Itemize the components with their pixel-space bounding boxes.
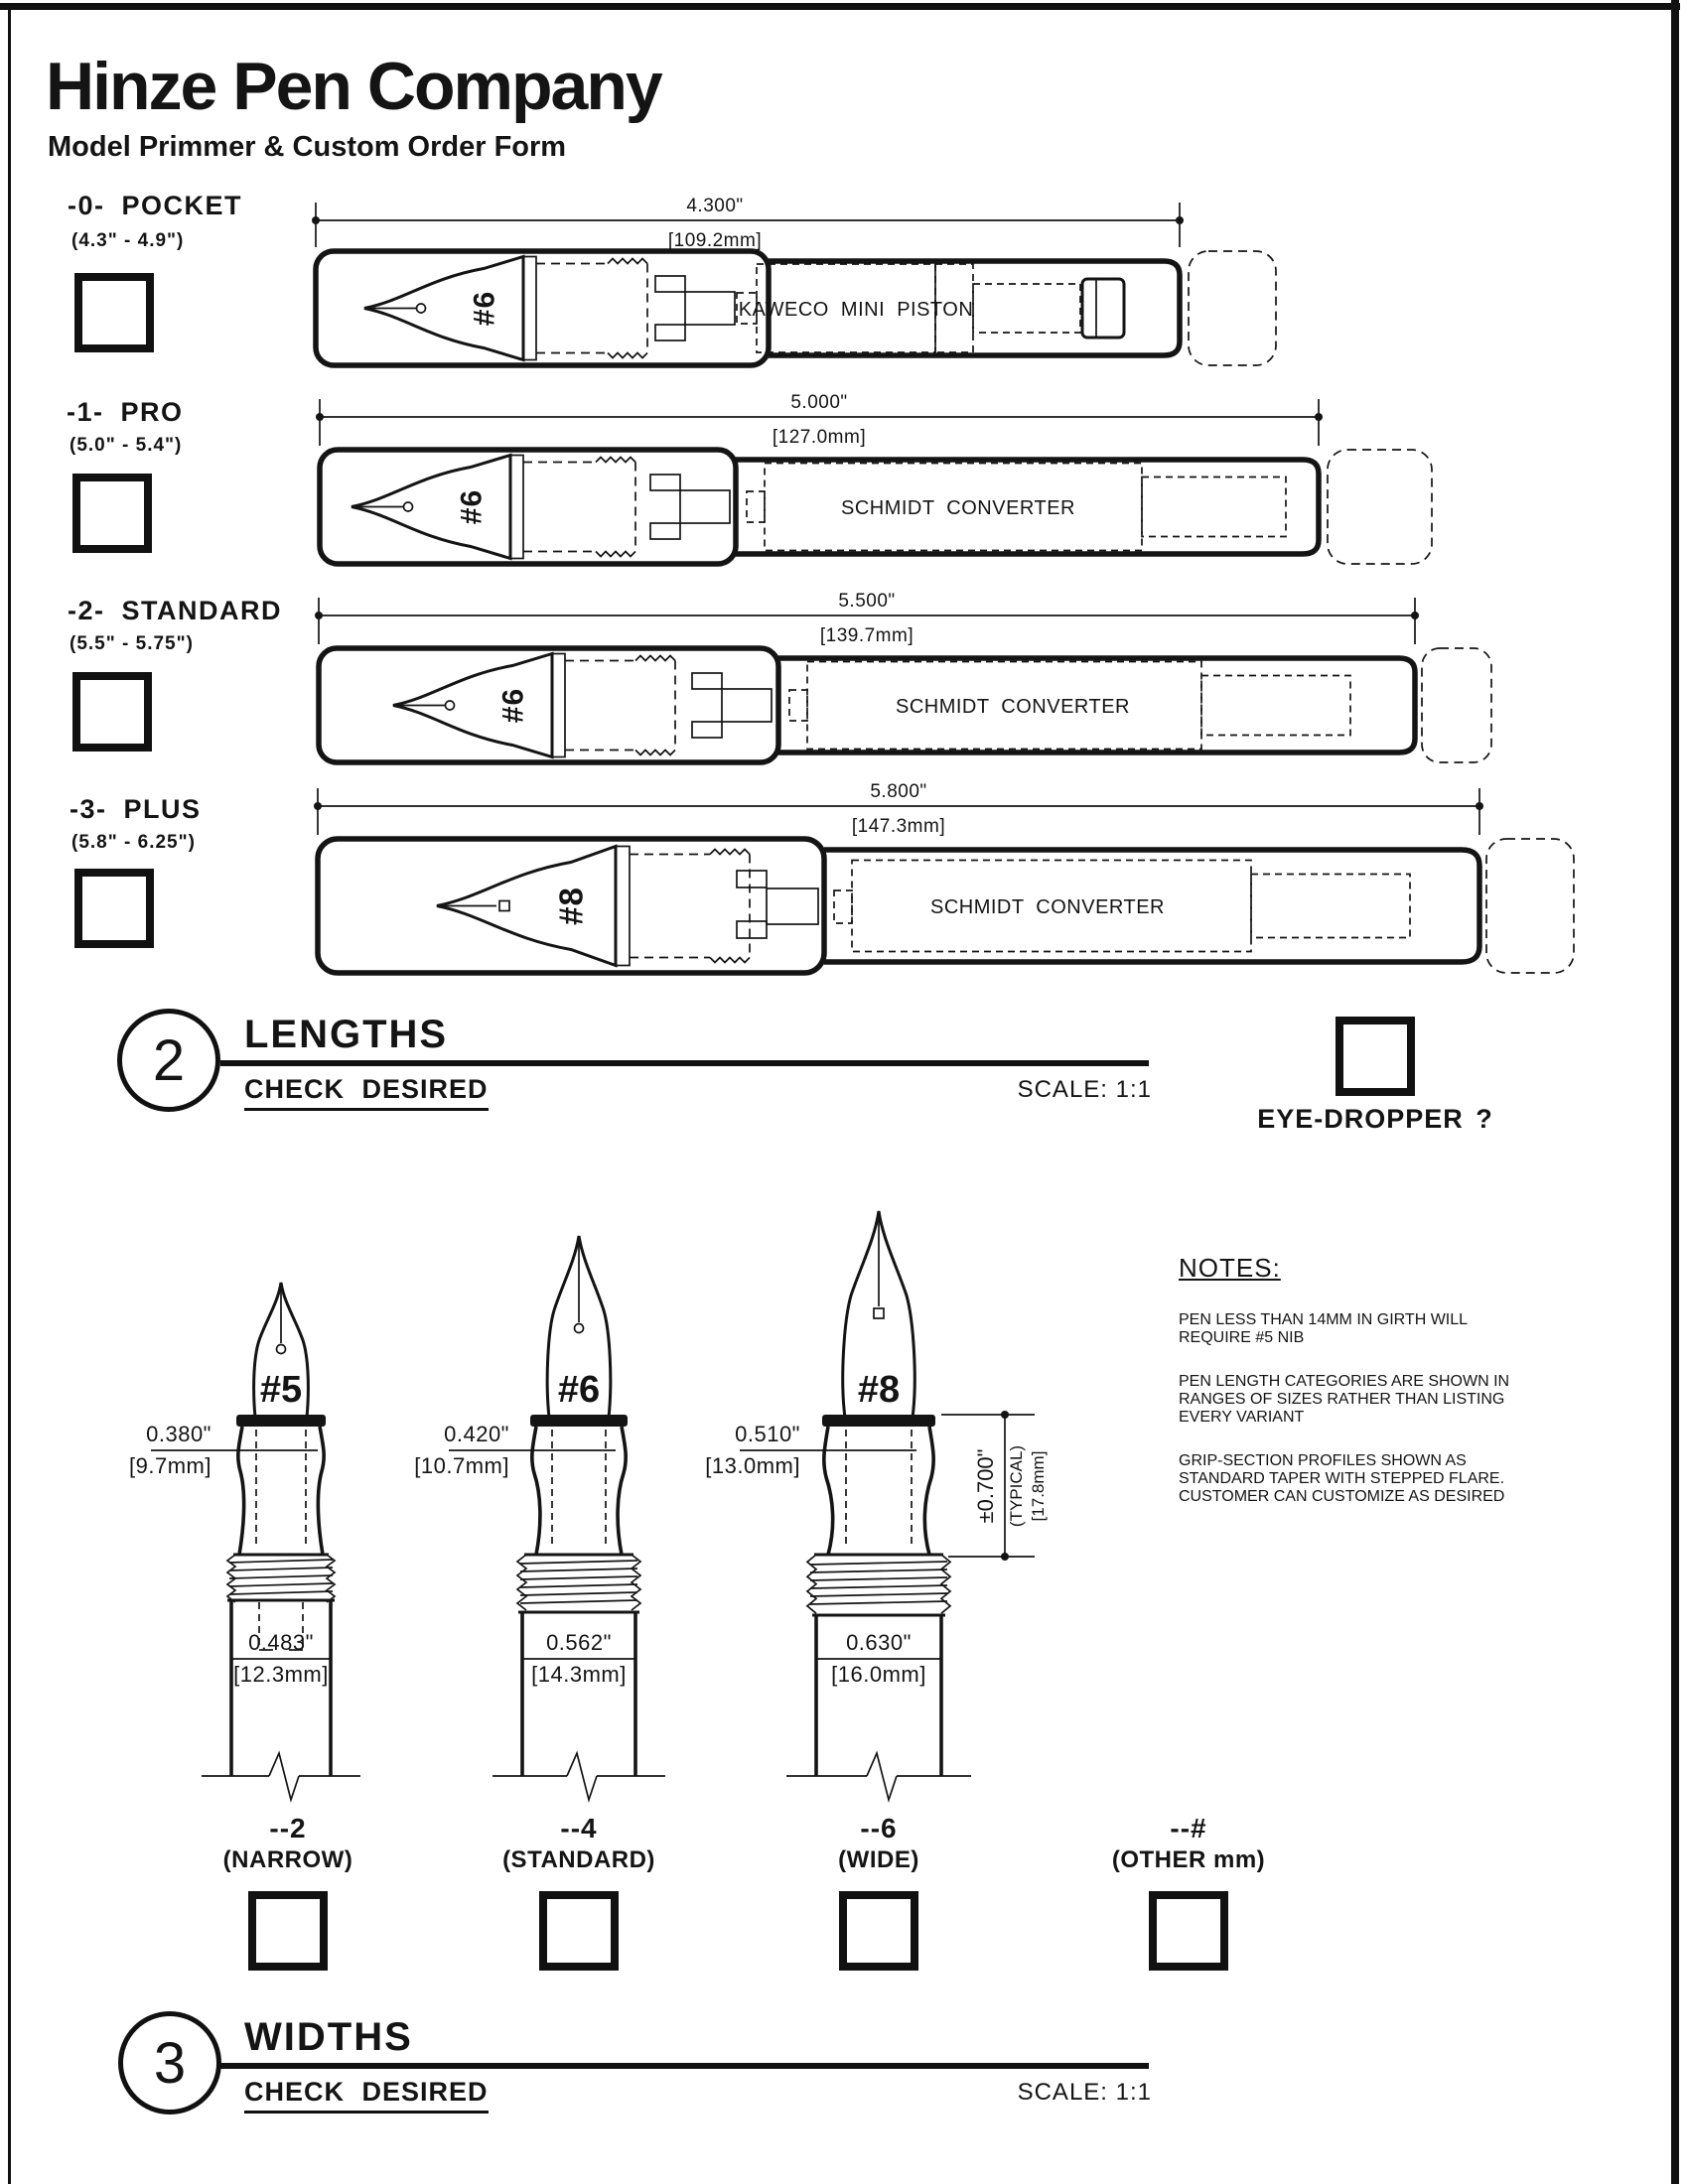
filling-system-label: SCHMIDT CONVERTER [840, 497, 1076, 519]
nib-size-label: #8 [552, 887, 590, 925]
lengths-scale-label: SCALE: 1:1 [1017, 1076, 1152, 1103]
grip-section-pocket [523, 257, 735, 360]
filling-system-label: SCHMIDT CONVERTER [929, 896, 1166, 918]
grip-section-pro [510, 456, 730, 559]
length-dimension-plus [314, 781, 1483, 837]
svg-text:[12.3mm]: [12.3mm] [233, 1662, 329, 1687]
svg-text:±0.700": ±0.700" [973, 1448, 998, 1524]
filling-system-pocket [737, 264, 1124, 352]
model-code-pro: -1- PRO [67, 397, 184, 427]
page-subtitle: Model Primmer & Custom Order Form [48, 131, 567, 163]
dim-mm-pocket: [109.2mm] [667, 230, 763, 251]
svg-text:[10.7mm]: [10.7mm] [414, 1453, 509, 1478]
model-range-standard: (5.5" - 5.75") [70, 633, 194, 654]
filling-system-label: KAWECO MINI PISTON [738, 299, 974, 321]
checkbox-length-plus[interactable] [74, 869, 154, 948]
nib-drawing-pro [352, 456, 510, 559]
nib6-label: #6 [557, 1369, 601, 1411]
checkbox-width-narrow[interactable] [248, 1891, 328, 1971]
widths-scale-label: SCALE: 1:1 [1017, 2079, 1152, 2106]
sheet-border-top [0, 3, 1680, 10]
svg-text:[16.0mm]: [16.0mm] [831, 1662, 926, 1687]
filling-system-label: SCHMIDT CONVERTER [895, 696, 1131, 718]
pen-posted-cap-dashed [1189, 251, 1276, 365]
model-code-standard: -2- STANDARD [68, 596, 282, 625]
notes-heading: NOTES: [1179, 1253, 1281, 1283]
svg-text:[9.7mm]: [9.7mm] [129, 1453, 211, 1478]
nib5-label: #5 [259, 1369, 303, 1411]
sheet-border-left [8, 8, 11, 2184]
model-range-plus: (5.8" - 6.25") [71, 832, 196, 853]
nib5-drawing [129, 1283, 360, 1800]
option-code-narrow: --2 [269, 1813, 307, 1843]
dim-mm-pro: [127.0mm] [772, 427, 867, 448]
svg-text:0.562": 0.562" [546, 1630, 612, 1655]
option-label-wide: (WIDE) [838, 1846, 919, 1873]
option-label-narrow: (NARROW) [222, 1846, 353, 1873]
lengths-check-desired: CHECK DESIRED [244, 1074, 489, 1111]
nib-drawing-standard [393, 654, 552, 757]
svg-text:[17.8mm]: [17.8mm] [1029, 1450, 1048, 1522]
dim-mm-plus: [147.3mm] [851, 816, 946, 837]
nib-width-drawings [119, 1171, 1152, 1827]
nib-size-label: #6 [455, 488, 489, 525]
dim-inch-standard: 5.500" [838, 591, 896, 612]
model-code-pocket: -0- POCKET [68, 191, 243, 220]
dim-inch-pocket: 4.300" [686, 196, 744, 216]
dim-inch-pro: 5.000" [790, 392, 848, 413]
svg-text:0.510": 0.510" [735, 1422, 800, 1446]
lengths-section-rule [220, 1060, 1149, 1066]
option-code-other: --# [1170, 1813, 1207, 1843]
filling-system-pro [747, 464, 1286, 551]
length-dimension-standard [315, 591, 1419, 646]
filling-system-standard [789, 662, 1350, 750]
model-code-plus: -3- PLUS [70, 794, 202, 824]
notes-block: NOTES: PEN LESS THAN 14MM IN GIRTH WILL REQUIRE #5 NIB PEN LENGTH CATEGORIES ARE SHOWN IN RANGES OF SIZES RATHER THAN LISTING EVERY VARIANT GRIP-SECTION PROFILES SHOWN AS STANDARD TAPER WITH STEPPED FLARE. CUSTOMER CAN CUSTOMIZE AS DESIRED [1179, 1253, 1576, 1532]
nib6-tip-dimension [414, 1422, 616, 1478]
svg-text:0.483": 0.483" [248, 1630, 314, 1655]
nib6-break-symbol [492, 1753, 665, 1800]
nib8-label: #8 [857, 1369, 901, 1411]
nib-size-label: #6 [468, 290, 501, 327]
model-range-pocket: (4.3" - 4.9") [71, 230, 185, 251]
filling-system-plus [834, 861, 1410, 952]
length-dimension-pocket [312, 196, 1184, 251]
nib-size-label: #6 [496, 687, 530, 724]
checkbox-width-wide[interactable] [839, 1891, 918, 1971]
svg-text:0.630": 0.630" [846, 1630, 912, 1655]
section-number: 2 [152, 1027, 186, 1093]
nib8-barrel-dimension [816, 1630, 941, 1687]
checkbox-eyedropper[interactable] [1336, 1017, 1415, 1096]
sheet-border-right [1671, 0, 1679, 2184]
nib5-barrel-dimension [231, 1630, 331, 1687]
pen-posted-cap-dashed [1486, 839, 1574, 973]
section-marker-2 [117, 1009, 220, 1112]
widths-section-rule [220, 2063, 1149, 2069]
nib8-break-symbol [786, 1753, 971, 1800]
checkbox-width-standard[interactable] [539, 1891, 619, 1971]
option-code-wide: --6 [860, 1813, 898, 1843]
checkbox-length-pocket[interactable] [74, 273, 154, 352]
nib5-break-symbol [202, 1753, 360, 1800]
section-number: 3 [153, 2030, 187, 2096]
dim-mm-standard: [139.7mm] [819, 625, 914, 646]
widths-section-title: WIDTHS [244, 2015, 413, 2059]
pen-drawing-plus [298, 745, 1609, 1003]
checkbox-length-standard[interactable] [72, 672, 152, 751]
nib5-tip-dimension [129, 1422, 318, 1478]
model-range-pro: (5.0" - 5.4") [70, 435, 183, 456]
eyedropper-label: EYE-DROPPER ? [1257, 1104, 1493, 1134]
svg-text:[13.0mm]: [13.0mm] [705, 1453, 800, 1478]
checkbox-length-pro[interactable] [72, 474, 152, 553]
dim-inch-plus: 5.800" [870, 781, 927, 802]
pen-posted-cap-dashed [1328, 450, 1432, 564]
nib-drawing-pocket [364, 257, 523, 360]
svg-text:[14.3mm]: [14.3mm] [531, 1662, 627, 1687]
grip-section-plus [616, 847, 818, 966]
svg-text:0.420": 0.420" [444, 1422, 509, 1446]
checkbox-width-other[interactable] [1149, 1891, 1228, 1971]
nib8-length-dimension [941, 1411, 1048, 1561]
option-label-other: (OTHER mm) [1111, 1846, 1266, 1873]
lengths-section-title: LENGTHS [244, 1013, 449, 1056]
nib8-tip-dimension [705, 1422, 916, 1478]
nib-drawing-plus [437, 847, 616, 966]
svg-text:(TYPICAL): (TYPICAL) [1007, 1444, 1026, 1528]
nib6-drawing [414, 1236, 665, 1800]
option-label-standard: (STANDARD) [502, 1846, 655, 1873]
length-dimension-pro [316, 392, 1323, 448]
widths-check-desired: CHECK DESIRED [244, 2077, 489, 2114]
nib8-drawing [705, 1211, 1048, 1800]
grip-section-standard [552, 654, 772, 757]
option-code-standard: --4 [560, 1813, 598, 1843]
section-marker-3 [118, 2011, 221, 2115]
nib6-barrel-dimension [522, 1630, 635, 1687]
svg-text:0.380": 0.380" [146, 1422, 211, 1446]
page-title: Hinze Pen Company [46, 49, 661, 124]
